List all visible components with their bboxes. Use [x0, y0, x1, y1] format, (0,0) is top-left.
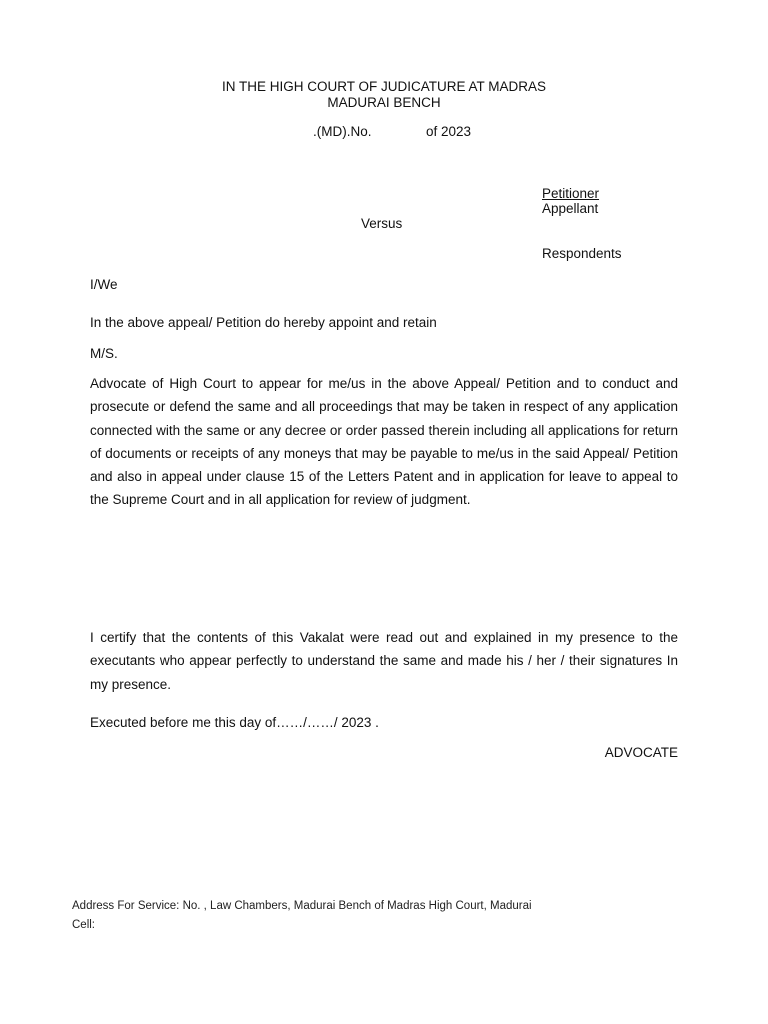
petitioner-label: Petitioner	[542, 186, 600, 201]
cell-label: Cell:	[72, 919, 96, 931]
case-year: of 2023	[426, 124, 472, 139]
advocate-signature-label: ADVOCATE	[604, 745, 678, 760]
appoint-line: In the above appeal/ Petition do hereby appoint and retain	[90, 315, 437, 330]
bench-name: MADURAI BENCH	[327, 95, 441, 110]
executed-line: Executed before me this day of……/……/ 2023 .	[90, 715, 379, 730]
appellant-label: Appellant	[542, 201, 599, 216]
certification-paragraph: I certify that the contents of this Vakalat were read out and explained in my presence to the executants who appear perfectly to understand the same and made his / her / their signatures In my presence.	[90, 630, 678, 692]
respondents-label: Respondents	[542, 246, 622, 261]
ms-line: M/S.	[90, 346, 118, 361]
court-title: IN THE HIGH COURT OF JUDICATURE AT MADRAS	[221, 79, 547, 94]
case-number-label: .(MD).No.	[313, 124, 372, 139]
versus-label: Versus	[361, 216, 403, 231]
iwe-line: I/We	[90, 277, 118, 292]
authority-paragraph: Advocate of High Court to appear for me/us in the above Appeal/ Petition and to conduct and prosecute or defend the same and all proceedings that may be taken in respect of any application connected with the same or any decree or order passed therein including all applications for return of documents or receipts of any moneys that may be payable to me/us in the said Appeal/ Petition and also in appeal under clause 15 of the Letters Patent and in application for leave to appeal to the Supreme Court and in all application for review of judgment.	[90, 376, 678, 508]
service-address: Address For Service: No. , Law Chambers, Madurai Bench of Madras High Court, Madurai	[72, 900, 532, 912]
